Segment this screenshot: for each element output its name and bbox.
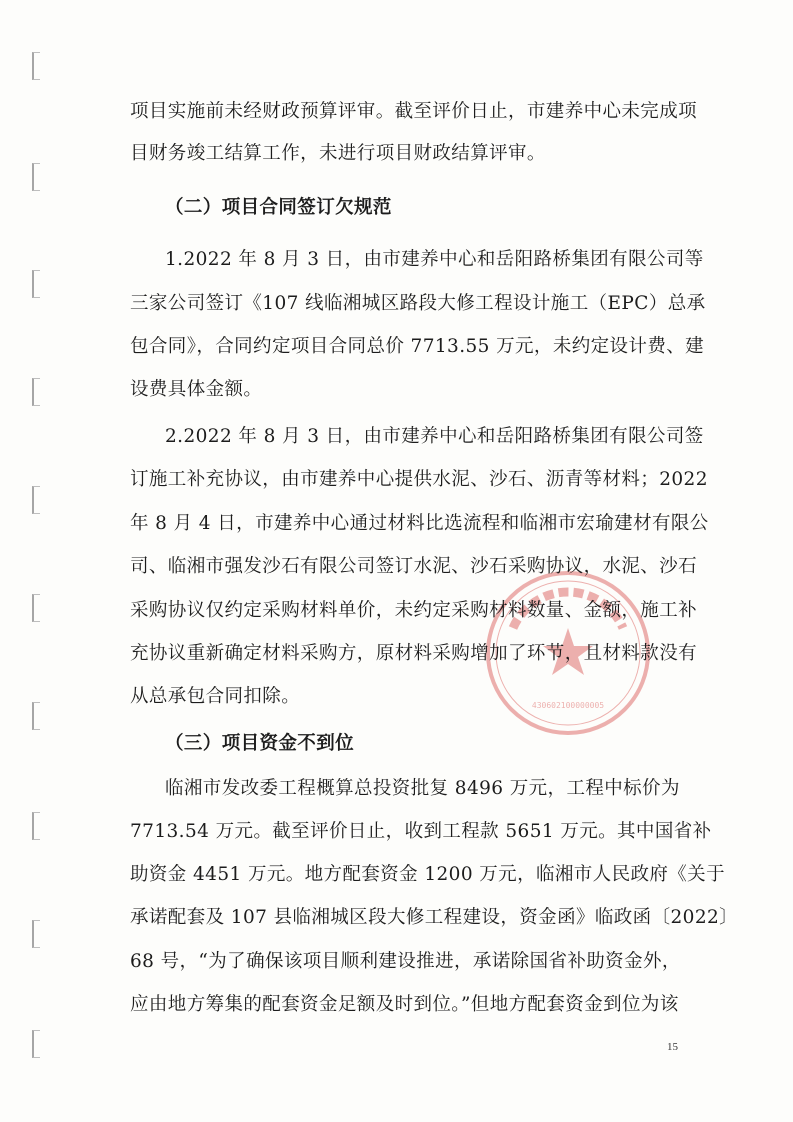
paragraph-line: 年 8 月 4 日，市建养中心通过材料比选流程和临湘市宏瑜建材有限公 [130, 513, 709, 534]
paragraph-line: 设费具体金额。 [130, 379, 263, 400]
paragraph-line: 采购协议仅约定采购材料单价，未约定采购材料数量、金额，施工补 [130, 600, 698, 621]
paragraph-line: 2.2022 年 8 月 3 日，由市建养中心和岳阳路桥集团有限公司签 [165, 426, 704, 447]
binding-mark [32, 1030, 40, 1058]
binding-mark [32, 812, 40, 840]
paragraph-line: 从总承包合同扣除。 [130, 686, 301, 707]
paragraph-line: 包合同》，合同约定项目合同总价 7713.55 万元，未约定设计费、建 [130, 336, 705, 357]
paragraph-line: 司、临湘市强发沙石有限公司签订水泥、沙石采购协议，水泥、沙石 [130, 556, 698, 577]
binding-mark [32, 270, 40, 298]
paragraph-line: 应由地方筹集的配套资金足额及时到位。”但地方配套资金到位为该 [130, 994, 679, 1015]
page-number: 15 [667, 1041, 678, 1053]
paragraph-line: 项目实施前未经财政预算评审。截至评价日止，市建养中心未完成项 [130, 101, 698, 122]
paragraph-line: 充协议重新确定材料采购方，原材料采购增加了环节，且材料款没有 [130, 643, 698, 664]
binding-mark [32, 594, 40, 622]
paragraph-line: 7713.54 万元。截至评价日止，收到工程款 5651 万元。其中国省补 [130, 821, 712, 842]
paragraph-line: 助资金 4451 万元。地方配套资金 1200 万元，临湘市人民政府《关于 [130, 864, 725, 885]
binding-mark [32, 702, 40, 730]
paragraph-line: 68 号，“为了确保该项目顺利建设推进，承诺除国省补助资金外， [130, 951, 681, 972]
paragraph-line: 承诺配套及 107 县临湘城区段大修工程建设，资金函》临政函〔2022〕 [130, 907, 739, 928]
section-heading: （二）项目合同签订欠规范 [165, 197, 392, 218]
binding-mark [32, 52, 40, 80]
paragraph-line: 目财务竣工结算工作，未进行项目财政结算评审。 [130, 143, 546, 164]
paragraph-line: 三家公司签订《107 线临湘城区路段大修工程设计施工（EPC）总承 [130, 293, 706, 314]
paragraph-line: 临湘市发改委工程概算总投资批复 8496 万元，工程中标价为 [165, 778, 680, 799]
section-heading: （三）项目资金不到位 [165, 733, 355, 754]
paragraph-line: 订施工补充协议，由市建养中心提供水泥、沙石、沥青等材料；2022 [130, 469, 708, 490]
seal-code: 430602100000005 [531, 701, 605, 710]
binding-mark [32, 920, 40, 948]
binding-mark [32, 378, 40, 406]
paragraph-line: 1.2022 年 8 月 3 日，由市建养中心和岳阳路桥集团有限公司等 [165, 249, 704, 270]
binding-mark [32, 486, 40, 514]
binding-mark [32, 163, 40, 191]
